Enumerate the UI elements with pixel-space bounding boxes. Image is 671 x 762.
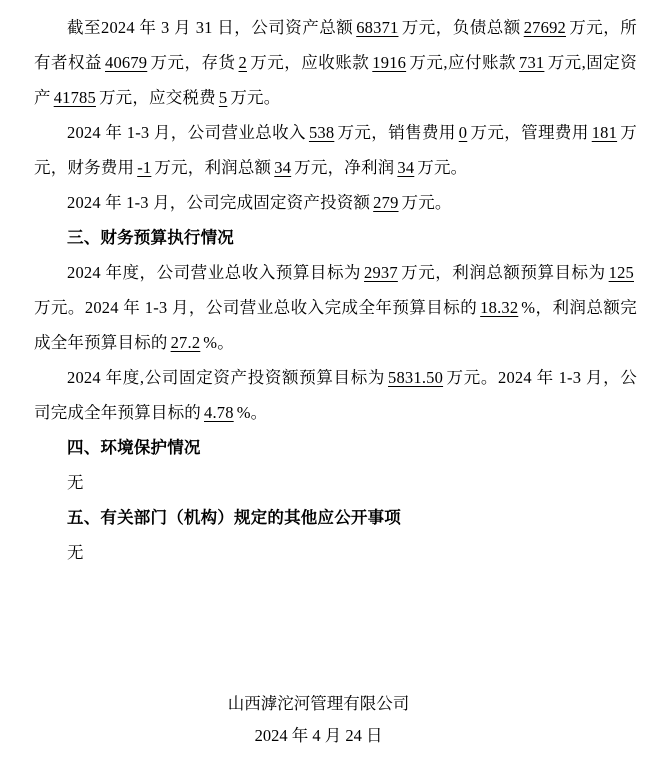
text-run: %，利润总额完成全年预算目标的 (34, 298, 637, 352)
underlined-value: 34 (274, 158, 292, 177)
underlined-value: -1 (137, 158, 152, 177)
underlined-value: 2937 (364, 263, 398, 282)
underlined-value: 34 (397, 158, 415, 177)
text-run: 万元，净利润 (294, 158, 395, 177)
heading-section-five: 五、有关部门（机构）规定的其他应公开事项 (67, 508, 401, 527)
text-run: 万元，利润总额预算目标为 (400, 263, 606, 282)
underlined-value: 27692 (523, 18, 566, 37)
underlined-value: 181 (591, 123, 618, 142)
paragraph-income (34, 115, 637, 185)
signature-company-text: 山西滹沱河管理有限公司 (227, 694, 410, 713)
underlined-value: 731 (519, 53, 545, 72)
underlined-value: 125 (608, 263, 634, 282)
signature-date-text: 2024 年 4 月 24 日 (254, 726, 383, 745)
text-run: 年 (134, 18, 162, 37)
text-run: 万元，管理费用 (470, 123, 589, 142)
text-run: 月 (169, 18, 196, 37)
underlined-value: 5831.50 (388, 368, 444, 387)
paragraph-fixed-asset-investment (34, 185, 637, 220)
text-run: 万元。 (401, 193, 452, 212)
section-four-body: 无 (67, 473, 84, 492)
paragraph-assets (34, 10, 637, 115)
text-run: %。 (203, 333, 234, 352)
signature-date (0, 720, 637, 752)
text-run: 日，公司资产总额 (212, 18, 354, 37)
paragraph-budget-revenue (34, 255, 637, 360)
text-run: 万元，销售费用 (337, 123, 456, 142)
text-run: 万元,固定资产 (34, 53, 638, 107)
underlined-value: 5 (218, 88, 228, 107)
underlined-value: 18.32 (480, 298, 519, 317)
underlined-value: 538 (308, 123, 335, 142)
underlined-value: 2 (238, 53, 247, 72)
text-run: 万元，应交税费 (98, 88, 216, 107)
text-run: 万元。 (417, 158, 468, 177)
underlined-value: 1916 (372, 53, 407, 72)
text-run: 截至 (67, 18, 101, 37)
underlined-value: 4.78 (204, 403, 234, 422)
text-run: 2024 年度,公司固定资产投资额预算目标为 (67, 368, 386, 387)
text-run: 万元，负债总额 (401, 18, 521, 37)
text-run: 万元，存货 (150, 53, 236, 72)
text-run: 2024 (101, 18, 135, 37)
underlined-value: 279 (373, 193, 399, 212)
text-run: 万元。 (230, 88, 281, 107)
signature-company (0, 688, 637, 720)
text-run: 31 (195, 18, 213, 37)
underlined-value: 68371 (356, 18, 399, 37)
text-run: 万元，所有者权益 (34, 18, 637, 72)
text-run: 万元,应付账款 (409, 53, 517, 72)
text-run: 3 (161, 18, 170, 37)
text-run: %。 (236, 403, 268, 422)
text-run: 万元。2024 年 1-3 月，公司营业总收入完成全年预算目标的 (34, 298, 478, 317)
underlined-value: 0 (458, 123, 468, 142)
heading-section-three: 三、财务预算执行情况 (67, 228, 234, 247)
heading-section-four: 四、环境保护情况 (67, 438, 201, 457)
text-run: 万元，财务费用 (34, 123, 637, 177)
text-run: 万元，应收账款 (250, 53, 370, 72)
section-five-body: 无 (67, 543, 84, 562)
text-run: 2024 年 1-3 月，公司完成固定资产投资额 (67, 193, 371, 212)
text-run: 2024 年 1-3 月，公司营业总收入 (67, 123, 306, 142)
text-run: 2024 年度，公司营业总收入预算目标为 (67, 263, 362, 282)
underlined-value: 41785 (53, 88, 96, 107)
text-run: 万元，利润总额 (154, 158, 272, 177)
underlined-value: 27.2 (170, 333, 201, 352)
paragraph-budget-investment (34, 360, 637, 430)
text-run: 万元。2024 年 1-3 月，公司完成全年预算目标的 (34, 368, 637, 422)
underlined-value: 40679 (105, 53, 148, 72)
